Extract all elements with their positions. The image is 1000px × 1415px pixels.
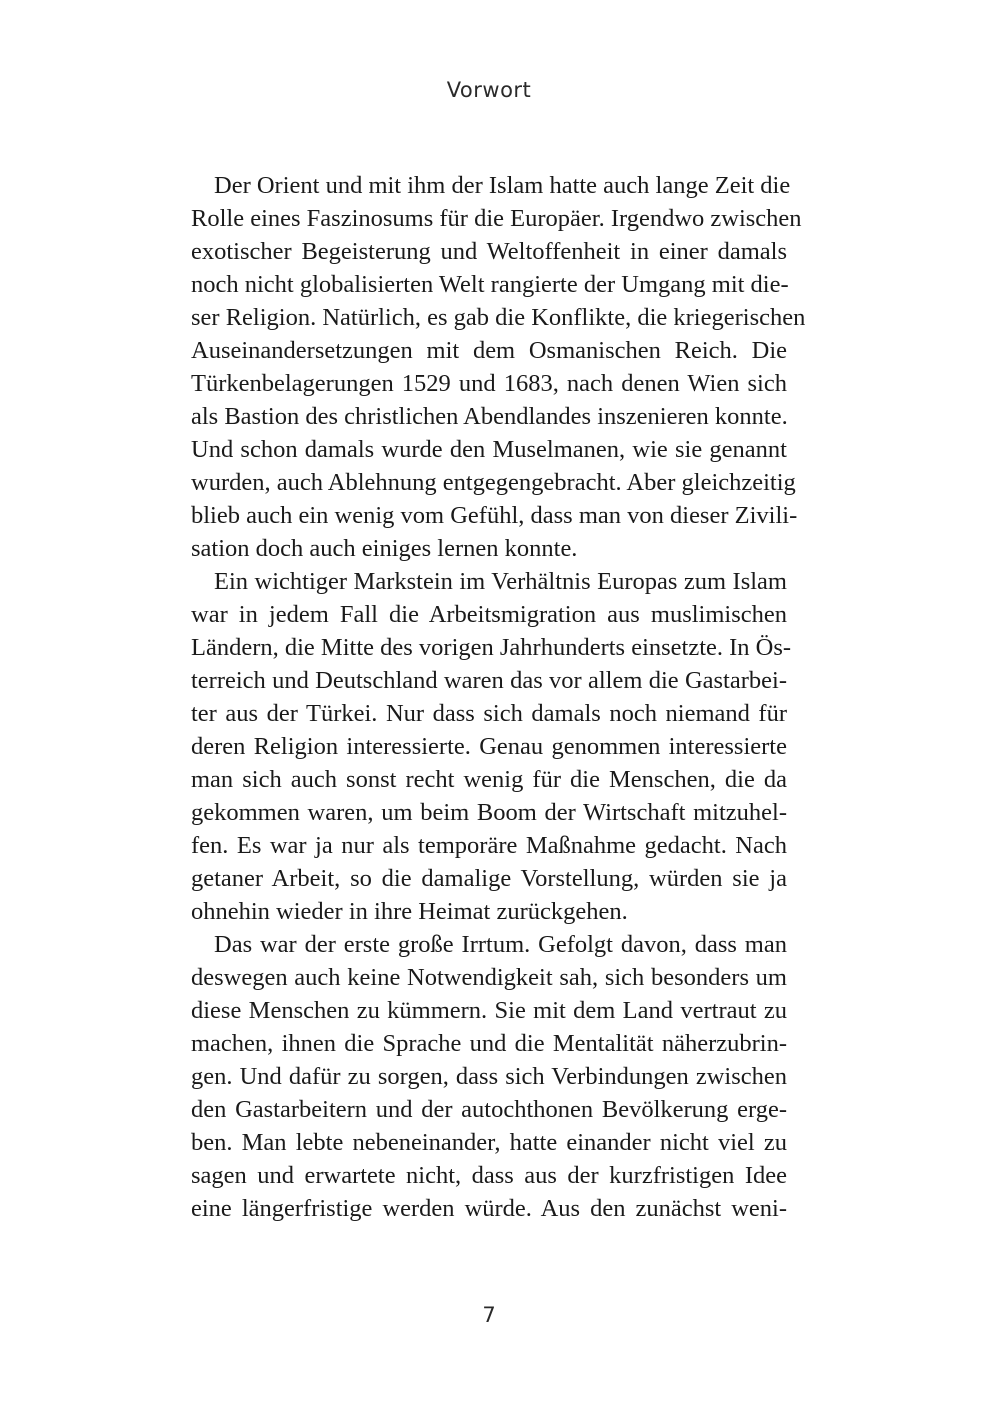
text-line: ter aus der Türkei. Nur dass sich damals noch niemand für bbox=[191, 700, 787, 727]
text-line: getaner Arbeit, so die damalige Vorstellung, würden sie ja bbox=[191, 865, 787, 892]
text-line: wurden, auch Ablehnung entgegengebracht. Aber gleichzeitig bbox=[191, 469, 796, 496]
text-line: exotischer Begeisterung und Weltoffenheit in einer damals bbox=[191, 238, 787, 265]
page-number: 7 bbox=[482, 1303, 496, 1327]
text-line: Und schon damals wurde den Muselmanen, wie sie genannt bbox=[191, 436, 787, 463]
text-line: Rolle eines Faszinosums für die Europäer. Irgendwo zwischen bbox=[191, 205, 802, 232]
text-line: eine längerfristige werden würde. Aus den zunächst weni- bbox=[191, 1195, 787, 1222]
body-text bbox=[191, 169, 806, 1225]
text-line: sagen und erwartete nicht, dass aus der kurzfristigen Idee bbox=[191, 1162, 787, 1189]
text-line: blieb auch ein wenig vom Gefühl, dass man von dieser Zivili- bbox=[191, 502, 798, 529]
text-line: ohnehin wieder in ihre Heimat zurückgehen. bbox=[191, 898, 628, 925]
text-line: den Gastarbeitern und der autochthonen Bevölkerung erge- bbox=[191, 1096, 787, 1123]
text-line: machen, ihnen die Sprache und die Mentalität näherzubrin- bbox=[191, 1030, 787, 1057]
text-line: Der Orient und mit ihm der Islam hatte auch lange Zeit die bbox=[214, 172, 791, 199]
running-head: Vorwort bbox=[446, 78, 532, 102]
text-line: Ein wichtiger Markstein im Verhältnis Europas zum Islam bbox=[214, 568, 787, 595]
text-line: Ländern, die Mitte des vorigen Jahrhunderts einsetzte. In Ös- bbox=[191, 634, 792, 661]
paragraph bbox=[191, 928, 787, 1225]
text-line: diese Menschen zu kümmern. Sie mit dem Land vertraut zu bbox=[191, 997, 787, 1024]
text-line: war in jedem Fall die Arbeitsmigration aus muslimischen bbox=[191, 601, 787, 628]
text-line: fen. Es war ja nur als temporäre Maßnahme gedacht. Nach bbox=[191, 832, 787, 859]
text-line: als Bastion des christlichen Abendlandes inszenieren konnte. bbox=[191, 403, 788, 430]
text-line: deswegen auch keine Notwendigkeit sah, sich besonders um bbox=[191, 964, 787, 991]
text-line: Türkenbelagerungen 1529 und 1683, nach denen Wien sich bbox=[191, 370, 787, 397]
text-line: ser Religion. Natürlich, es gab die Konflikte, die kriegerischen bbox=[191, 304, 806, 331]
text-line: terreich und Deutschland waren das vor allem die Gastarbei- bbox=[191, 667, 787, 694]
text-line: sation doch auch einiges lernen konnte. bbox=[191, 535, 578, 562]
paragraph bbox=[191, 169, 806, 565]
text-line: noch nicht globalisierten Welt rangierte der Umgang mit die- bbox=[191, 271, 789, 298]
text-line: gekommen waren, um beim Boom der Wirtschaft mitzuhel- bbox=[191, 799, 787, 826]
text-line: deren Religion interessierte. Genau genommen interessierte bbox=[191, 733, 787, 760]
text-line: man sich auch sonst recht wenig für die Menschen, die da bbox=[191, 766, 787, 793]
text-line: Auseinandersetzungen mit dem Osmanischen Reich. Die bbox=[191, 337, 787, 364]
text-line: ben. Man lebte nebeneinander, hatte einander nicht viel zu bbox=[191, 1129, 787, 1156]
paragraph bbox=[191, 565, 792, 928]
text-line: Das war der erste große Irrtum. Gefolgt davon, dass man bbox=[214, 931, 787, 958]
text-line: gen. Und dafür zu sorgen, dass sich Verbindungen zwischen bbox=[191, 1063, 787, 1090]
